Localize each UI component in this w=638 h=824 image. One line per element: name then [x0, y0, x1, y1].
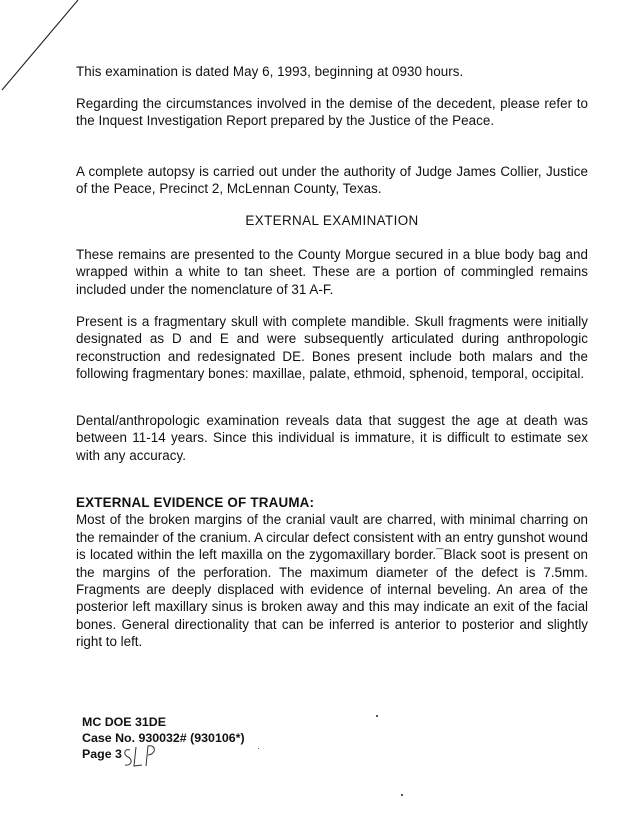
scan-speck	[401, 794, 403, 796]
paragraph-trauma: Most of the broken margins of the cranial vault are charred, with minimal charring on the remainder of the cranium. A circular defect consistent with an entry gunshot wound is located within the left maxilla on the zygomaxillary border.¯Black soot is present on the margins of the perforation. The maximum diameter of the defect is 7.5mm. Fragments are deeply displaced with evidence of internal beveling. An area of the posterior left maxillary sinus is broken away and this may indicate an exit of the facial bones. General directionality that can be inferred is anterior to posterior and slightly right to left.	[76, 512, 588, 650]
paragraph-authority: A complete autopsy is carried out under the authority of Judge James Collier, Justice of the Peace, Precinct 2, McLennan County, Texas.	[76, 164, 588, 197]
footer-page-label: Page 3	[82, 747, 122, 761]
page-footer	[82, 714, 245, 762]
paragraph-exam-date: This examination is dated May 6, 1993, beginning at 0930 hours.	[76, 64, 464, 79]
trauma-section	[76, 494, 588, 651]
handwritten-initials	[120, 742, 160, 776]
footer-case-number: Case No. 930032# (930106*)	[82, 731, 245, 745]
heading-external-examination: EXTERNAL EXAMINATION	[245, 213, 419, 228]
footer-case-ref: MC DOE 31DE	[82, 715, 166, 729]
paragraph-remains: These remains are presented to the County Morgue secured in a blue body bag and wrapped within a white to tan sheet. These are a portion of commingled remains included under the nomenclature of 31 A-F.	[76, 247, 588, 297]
scan-speck	[258, 748, 259, 749]
paragraph-skull: Present is a fragmentary skull with complete mandible. Skull fragments were initially designated as D and E and were subsequently articulated during anthropologic reconstruction and redesignated DE. Bones present include both malars and the following fragmentary bones: maxillae, palate, ethmoid, sphenoid, temporal, occipital.	[76, 314, 588, 382]
scan-speck	[376, 715, 378, 717]
heading-trauma: EXTERNAL EVIDENCE OF TRAUMA:	[76, 495, 315, 510]
scan-corner-line	[0, 0, 80, 92]
paragraph-circumstances: Regarding the circumstances involved in the demise of the decedent, please refer to the Inquest Investigation Report prepared by the Justice of the Peace.	[76, 96, 588, 129]
paragraph-dental: Dental/anthropologic examination reveals data that suggest the age at death was between 11-14 years. Since this individual is immature, it is difficult to estimate sex with any accuracy.	[76, 413, 588, 463]
